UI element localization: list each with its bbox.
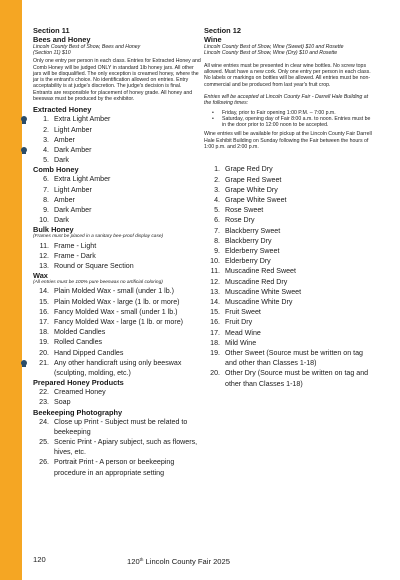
class-name: Muscadine Red Sweet — [225, 267, 296, 276]
section-11-subtitle: Bees and Honey — [33, 34, 91, 44]
category-heading: Beekeeping Photography — [33, 407, 123, 417]
class-number: 8. — [214, 236, 220, 245]
class-item — [33, 387, 201, 397]
class-number: 15. — [210, 308, 220, 317]
class-name: Amber — [54, 195, 75, 204]
class-name: Portrait Print - A person or beekeeping procedure in an appropriate setting — [54, 458, 175, 477]
category-heading: Prepared Honey Products — [33, 378, 124, 388]
class-number: 12. — [210, 277, 220, 286]
wine-class-item — [204, 185, 372, 195]
class-list — [33, 241, 201, 272]
class-item — [33, 185, 201, 195]
class-number: 6. — [43, 175, 49, 184]
class-item — [33, 261, 201, 271]
class-item — [33, 155, 201, 165]
class-name: Close up Print - Subject must be related to beekeeping — [54, 417, 188, 436]
fair-name: Lincoln County Fair 2025 — [143, 557, 230, 566]
class-name: Muscadine White Sweet — [225, 287, 302, 296]
section-11-award-line-2: (Section 11) $10 — [33, 50, 71, 57]
class-name: Grape White Dry — [225, 185, 278, 194]
class-item — [33, 286, 201, 296]
class-name: Other Dry (Source must be written on tag and other than Classes 1-18) — [225, 369, 369, 388]
class-number: 4. — [43, 145, 49, 154]
class-name: Elderberry Dry — [225, 257, 271, 266]
section-12-column — [204, 27, 372, 389]
class-name: Extra Light Amber — [54, 115, 111, 124]
class-name: Extra Light Amber — [54, 175, 111, 184]
class-number: 16. — [39, 307, 49, 316]
class-list — [33, 114, 201, 165]
class-name: Scenic Print - Apiary subject, such as flowers, hives, etc. — [54, 438, 198, 457]
class-name: Molded Candles — [54, 328, 106, 337]
section-12-subtitle: Wine — [204, 34, 222, 44]
class-item — [33, 327, 201, 337]
wine-class-list — [204, 164, 372, 388]
category-heading: Bulk Honey — [33, 225, 74, 235]
class-name: Dark Amber — [54, 205, 92, 214]
wine-class-item — [204, 195, 372, 205]
class-name: Rolled Candles — [54, 338, 103, 347]
wine-class-item — [204, 175, 372, 185]
class-number: 21. — [39, 358, 49, 367]
class-number: 10. — [39, 216, 49, 225]
class-item — [33, 417, 201, 437]
class-item — [33, 205, 201, 215]
class-number: 1. — [43, 115, 49, 124]
wine-class-item — [204, 368, 372, 388]
class-list — [33, 387, 201, 407]
category-heading: Comb Honey — [33, 165, 79, 175]
class-name: Blackberry Dry — [225, 236, 272, 245]
class-item — [33, 317, 201, 327]
class-name: Plain Molded Wax - small (under 1 lb.) — [54, 287, 174, 296]
class-number: 25. — [39, 438, 49, 447]
wine-class-item — [204, 297, 372, 307]
wine-class-item — [204, 236, 372, 246]
class-name: Elderberry Sweet — [225, 246, 280, 255]
class-number: 4. — [214, 195, 220, 204]
wine-class-item — [204, 348, 372, 368]
class-number: 3. — [214, 185, 220, 194]
class-item — [33, 337, 201, 347]
category-note: (All entries must be 100% pure beeswax no artificial coloring) — [33, 280, 163, 286]
class-name: Mead Wine — [225, 328, 261, 337]
class-item — [33, 397, 201, 407]
class-number: 14. — [39, 287, 49, 296]
wine-class-item — [204, 317, 372, 327]
class-name: Fruit Sweet — [225, 308, 261, 317]
class-item — [33, 307, 201, 317]
fair-number: 120 — [127, 557, 140, 566]
class-number: 26. — [39, 458, 49, 467]
class-name: Grape White Sweet — [225, 195, 287, 204]
class-number: 18. — [210, 338, 220, 347]
class-item — [33, 195, 201, 205]
class-number: 2. — [214, 175, 220, 184]
wine-class-item — [204, 328, 372, 338]
section-12-award-line-2: Lincoln County Best of Show, Wine (Dry) $10 and Rosette — [204, 50, 338, 57]
section-12-award-line-1: Lincoln County Best of Show, Wine (Sweet) $10 and Rosette — [204, 44, 344, 51]
class-item — [33, 135, 201, 145]
class-item — [33, 348, 201, 358]
wine-class-item — [204, 307, 372, 317]
class-name: Amber — [54, 135, 75, 144]
class-number: 15. — [39, 297, 49, 306]
fair-number-suffix: th — [139, 557, 144, 562]
class-name: Muscadine Red Dry — [225, 277, 288, 286]
class-name: Dark Amber — [54, 145, 92, 154]
section-12-accept-note: Entries will be accepted at Lincoln County Fair - Darrell Hale Building at the following times: — [204, 93, 369, 107]
class-item — [33, 125, 201, 135]
fair-title — [127, 555, 230, 566]
class-name: Dark — [54, 156, 69, 165]
class-item — [33, 457, 201, 477]
wine-class-item — [204, 205, 372, 215]
class-name: Grape Red Dry — [225, 165, 273, 174]
class-name: Frame - Dark — [54, 251, 96, 260]
class-number: 20. — [39, 348, 49, 357]
orange-sidebar-bar — [0, 0, 22, 580]
section-11-rules: Only one entry per person in each class. Entries for Extracted Honey and Comb Honey will be judged ONLY in standard 1lb honey jars. All other jars will be disqualified. The only exception is creamed honey, where the jar is the entrant's choice. No identification allowed on entries. Entry acceptability is at judge's discretion. The judge's decision is final. Entrants are responsible for placement of honey grade. All honey and beeswax must be produced by the exhibitor. — [33, 58, 201, 103]
class-name: Blackberry Sweet — [225, 226, 281, 235]
class-name: Creamed Honey — [54, 388, 106, 397]
class-number: 17. — [210, 328, 220, 337]
category-heading: Extracted Honey — [33, 105, 92, 115]
class-number: 5. — [43, 156, 49, 165]
class-number: 13. — [210, 287, 220, 296]
class-number: 10. — [210, 257, 220, 266]
section-11-title: Section 11 — [33, 26, 70, 35]
class-number: 22. — [39, 388, 49, 397]
class-number: 16. — [210, 318, 220, 327]
class-name: Grape Red Sweet — [225, 175, 282, 184]
wine-class-item — [204, 338, 372, 348]
section-12-title: Section 12 — [204, 26, 241, 35]
class-number: 12. — [39, 251, 49, 260]
class-name: Fancy Molded Wax - large (1 lb. or more) — [54, 318, 184, 327]
entry-time-saturday: • Saturday, opening day of Fair 8:00 a.m. to noon. Entries must be in the door prior to 12:00 noon to be accepted. — [212, 116, 372, 129]
class-number: 2. — [43, 125, 49, 134]
class-name: Mild Wine — [225, 338, 257, 347]
class-number: 11. — [39, 241, 49, 250]
class-number: 8. — [43, 195, 49, 204]
class-name: Light Amber — [54, 125, 92, 134]
section-12-pickup: Wine entries will be available for pickup at the Lincoln County Fair Darrell Hale Exhibit Building on Sunday following the Fair between the hours of 1:00 p.m. and 2:00 p.m. — [204, 131, 372, 151]
entry-times-list — [212, 110, 372, 129]
class-name: Other Sweet (Source must be written on tag and other than Classes 1-18) — [225, 349, 363, 368]
wine-class-item — [204, 256, 372, 266]
section-11-award-line-1: Lincoln County Best of Show, Bees and Honey — [33, 44, 141, 51]
wine-class-item — [204, 277, 372, 287]
class-list — [33, 417, 201, 478]
class-number: 14. — [210, 297, 220, 306]
wine-class-item — [204, 164, 372, 174]
page-number: 120 — [33, 555, 46, 564]
class-item — [33, 437, 201, 457]
ribbon-icon — [21, 116, 27, 122]
class-name: Any other handicraft using only beeswax (sculpting, molding, etc.) — [54, 358, 182, 378]
class-number: 24. — [39, 417, 49, 426]
wine-class-item — [204, 246, 372, 256]
class-number: 3. — [43, 135, 49, 144]
class-item — [33, 241, 201, 251]
section-11-categories — [33, 105, 201, 478]
class-item — [33, 215, 201, 225]
class-name: Muscadine White Dry — [225, 297, 293, 306]
class-number: 1. — [214, 165, 220, 174]
class-number: 23. — [39, 398, 49, 407]
class-item — [33, 297, 201, 307]
class-name: Plain Molded Wax - large (1 lb. or more) — [54, 297, 180, 306]
category-note: (Frames must be placed in a sanitary bee-proof display case) — [33, 234, 164, 240]
class-name: Hand Dipped Candles — [54, 348, 124, 357]
class-item — [33, 251, 201, 261]
section-12-rules: All wine entries must be presented in clear wine bottles. No screw tops allowed. Must have a new cork. Only one entry per person in each class. No labels or markings on bottles will be allowed. All entries must be non-commercial and be produced from last year's fruit crop. — [204, 62, 371, 88]
class-number: 19. — [210, 349, 220, 357]
class-number: 18. — [39, 328, 49, 337]
class-number: 6. — [214, 216, 220, 225]
class-name: Frame - Light — [54, 241, 97, 250]
class-name: Dark — [54, 216, 69, 225]
wine-class-item — [204, 226, 372, 236]
class-number: 9. — [43, 205, 49, 214]
entry-time-friday: • Friday, prior to Fair opening 1:00 P.M. – 7:00 p.m. — [212, 110, 372, 116]
class-number: 5. — [214, 206, 220, 215]
class-number: 17. — [39, 318, 49, 327]
wine-class-item — [204, 266, 372, 276]
category-heading: Wax — [33, 271, 48, 281]
wine-class-item — [204, 287, 372, 297]
class-number: 11. — [210, 267, 220, 276]
ribbon-icon — [21, 360, 27, 366]
class-item — [33, 174, 201, 184]
class-item — [33, 114, 201, 124]
class-name: Rose Sweet — [225, 206, 264, 215]
class-number: 7. — [43, 185, 49, 194]
class-item — [33, 145, 201, 155]
class-item — [33, 358, 201, 378]
class-name: Fancy Molded Wax - small (under 1 lb.) — [54, 307, 178, 316]
section-11-column — [33, 27, 201, 478]
class-name: Rose Dry — [225, 216, 255, 225]
class-number: 13. — [39, 262, 49, 270]
class-name: Light Amber — [54, 185, 92, 194]
class-number: 20. — [210, 369, 220, 378]
ribbon-icon — [21, 147, 27, 153]
class-number: 9. — [214, 246, 220, 255]
class-list — [33, 174, 201, 225]
class-name: Soap — [54, 398, 71, 407]
class-name: Round or Square Section — [54, 262, 134, 270]
class-list — [33, 286, 201, 378]
class-name: Fruit Dry — [225, 318, 253, 327]
class-number: 7. — [214, 226, 220, 235]
wine-class-item — [204, 215, 372, 225]
class-number: 19. — [39, 338, 49, 347]
